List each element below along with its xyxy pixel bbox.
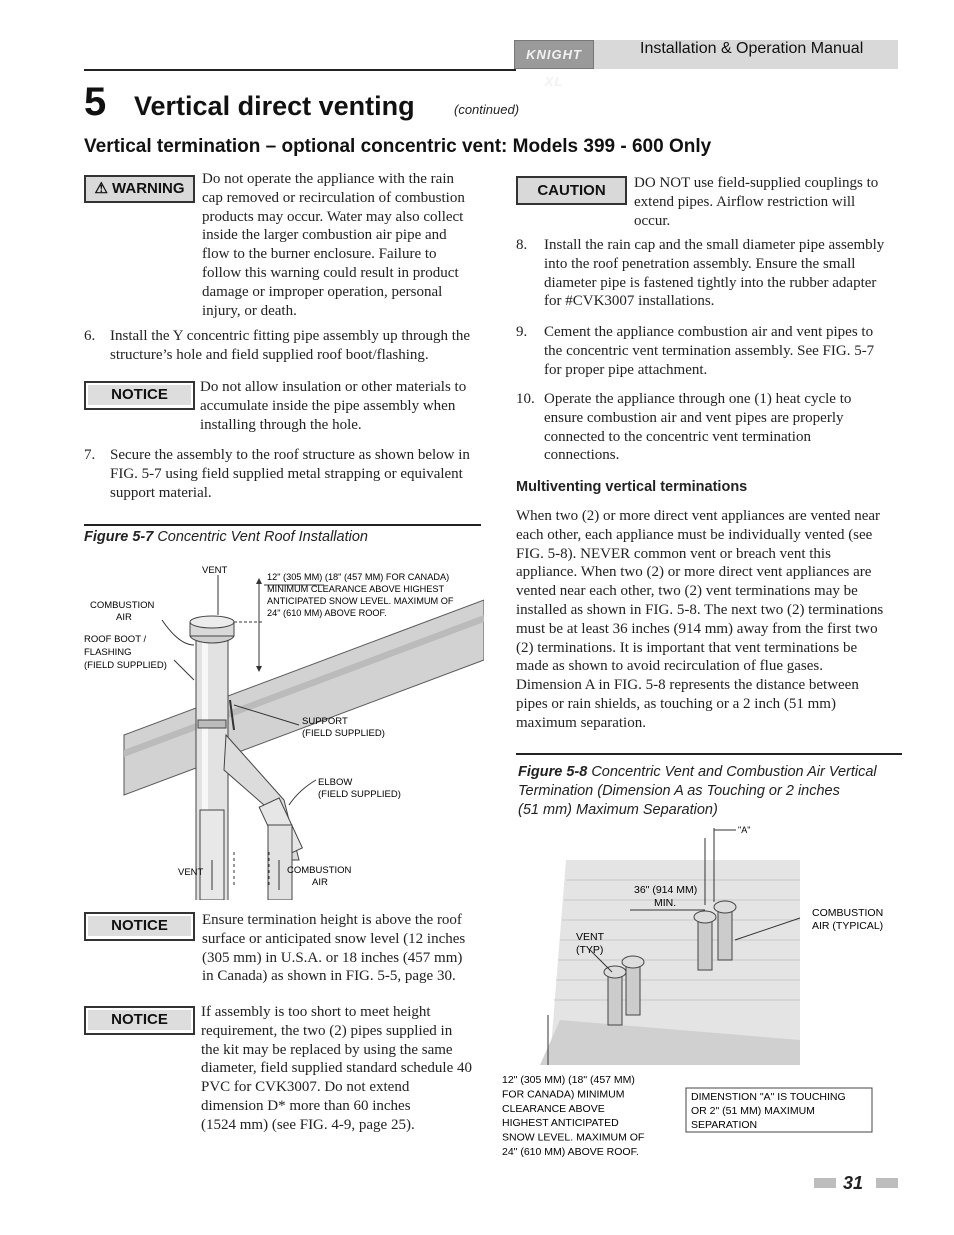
body-line: made as shown to avoid recirculation of flue gases. <box>516 658 823 675</box>
step-number: 10. <box>516 391 535 407</box>
callout-line: AIR <box>312 877 328 888</box>
callout-line: ROOF BOOT / <box>84 634 147 645</box>
warning-line: products may occur. Water may also collect <box>202 208 464 225</box>
figure-rule <box>516 753 902 755</box>
figure-5-8-diagram <box>500 820 902 1165</box>
body-line: When two (2) or more direct vent appliances are vented near <box>516 508 880 524</box>
callout-line: 36" (914 MM) <box>634 884 698 896</box>
caution-line: DO NOT use field-supplied couplings to <box>634 175 879 191</box>
callout-clearance <box>502 1074 647 1158</box>
manual-title: Installation & Operation Manual <box>640 40 864 57</box>
notice-line: surface or anticipated snow level (12 inches <box>202 930 466 947</box>
brand-logo <box>514 40 594 89</box>
callout-clearance <box>267 572 456 618</box>
body-line: appliance. When two (2) or more direct vent appliances are <box>516 564 872 581</box>
section-title: Vertical direct venting <box>134 91 415 121</box>
combustion-air-pipe <box>626 965 640 1015</box>
step-number: 6. <box>84 328 96 344</box>
callout-support <box>302 716 385 739</box>
callout-line: 12" (305 MM) (18" (457 MM) <box>502 1074 635 1086</box>
caption-text: Concentric Vent and Combustion Air Vertical <box>591 764 877 780</box>
step6-text <box>110 327 482 365</box>
notice-line: accumulate inside the pipe assembly when <box>200 397 456 414</box>
notice-line: PVC for CVK3007. Do not extend <box>201 1079 410 1096</box>
vent-pipe <box>698 920 712 970</box>
combustion-air-pipe <box>268 825 292 900</box>
callout-line: (FIELD SUPPLIED) <box>302 728 385 739</box>
warning-line: Do not operate the appliance with the rain <box>202 171 454 187</box>
callout-line: SEPARATION <box>691 1119 758 1131</box>
page-bar <box>876 1178 898 1188</box>
notice-badge <box>84 912 195 941</box>
step7-text <box>110 446 482 502</box>
notice-line: Do not allow insulation or other materials to <box>200 379 467 395</box>
rain-cap <box>714 901 736 913</box>
caution-line: extend pipes. Airflow restriction will <box>634 193 856 210</box>
callout-roof-boot <box>84 634 167 671</box>
notice-badge <box>84 381 195 410</box>
callout-line: AIR <box>116 612 132 623</box>
callout-line: 24" (610 MM) ABOVE ROOF. <box>267 608 387 618</box>
notice-line: (1524 mm) (see FIG. 4-9, page 25). <box>201 1116 415 1133</box>
warning-line: injury, or death. <box>202 302 297 319</box>
callout-line: OR 2" (51 MM) MAXIMUM <box>691 1105 815 1117</box>
callout-line: COMBUSTION <box>287 865 352 876</box>
step-line: FIG. 5-7 using field supplied metal strapping or equivalent <box>110 465 463 482</box>
caption-line <box>518 763 900 782</box>
figure-label: Figure 5-7 <box>84 529 154 545</box>
notice-line: requirement, the two (2) pipes supplied in <box>201 1022 453 1039</box>
warning-line: damage or improper operation, personal <box>202 283 443 300</box>
leader-line <box>289 780 316 805</box>
callout-vent <box>576 931 607 956</box>
notice-line: dimension D* more than 60 inches <box>201 1097 411 1114</box>
callout-line: HIGHEST ANTICIPATED <box>502 1117 619 1130</box>
step-line: structure’s hole and field supplied roof boot/flashing. <box>110 346 429 363</box>
multiventing-heading: Multiventing vertical terminations <box>516 479 748 495</box>
callout-line: MIN. <box>654 897 677 909</box>
callout-line: SNOW LEVEL. MAXIMUM OF <box>502 1131 645 1144</box>
page-bar <box>814 1178 836 1188</box>
roof-slab <box>124 600 484 795</box>
rain-cap <box>622 956 644 968</box>
rain-cap-rim <box>190 616 234 628</box>
body-line: each other, each appliance must be individually vented (see <box>516 526 873 543</box>
body-line: FIG. 5-8). NEVER common vent or breach vent this <box>516 545 831 562</box>
dimension-arrow <box>256 666 262 672</box>
caption-line: (51 mm) Maximum Separation) <box>518 802 718 818</box>
callout-line: COMBUSTION <box>90 600 155 611</box>
body-line: maximum separation. <box>516 714 646 731</box>
section-number: 5 <box>84 80 107 124</box>
figure-label: Figure 5-8 <box>518 764 588 780</box>
callout-vent-top: VENT <box>202 565 228 576</box>
body-line: must be at least 36 inches (914 mm) away from the first two <box>516 620 878 637</box>
warning-line: follow this warning could result in product <box>202 264 459 281</box>
step-line: the concentric vent termination assembly. See FIG. 5-7 <box>544 342 875 359</box>
body-line: pipes or rain shields, as touching or a 2 inch (51 mm) <box>516 695 836 712</box>
notice-badge <box>84 1006 195 1035</box>
leader-line <box>162 620 194 645</box>
callout-line: FOR CANADA) MINIMUM <box>502 1088 625 1101</box>
callout-line: AIR (TYPICAL) <box>812 920 884 932</box>
page-number: 31 <box>843 1173 864 1193</box>
body-line: vented near each other, two (2) vent terminations may be <box>516 583 858 600</box>
callout-line: ANTICIPATED SNOW LEVEL. MAXIMUM OF <box>267 596 454 606</box>
callout-vent-bottom: VENT <box>178 867 204 878</box>
figure-5-7-diagram <box>84 560 484 900</box>
combustion-air-pipe <box>718 910 732 960</box>
notice1-text <box>200 378 482 434</box>
notice2-text <box>202 911 481 986</box>
callout-combustion-air-bottom <box>287 865 354 888</box>
callout-a: "A" <box>738 825 751 835</box>
rain-cap <box>694 911 716 923</box>
step-line: ensure combustion air and vent pipes are properly <box>544 409 844 426</box>
step-line: Install the Y concentric fitting pipe assembly up through the <box>110 328 471 344</box>
notice-line: installing through the hole. <box>200 416 362 433</box>
continued-label: (continued) <box>454 102 520 117</box>
pipe-coupling <box>198 720 226 728</box>
notice-label: NOTICE <box>88 916 191 936</box>
step-number: 7. <box>84 447 96 463</box>
logo-text: KNIGHT XL <box>526 47 582 89</box>
warning-text <box>202 170 480 320</box>
body-line: (2) terminations. It is important that vent terminations be <box>516 639 858 656</box>
callout-line: FLASHING <box>84 647 132 658</box>
body-line: installed as shown in FIG. 5-8. The next two (2) terminations <box>516 601 884 618</box>
warning-line: inside the larger combustion air pipe and <box>202 227 447 244</box>
notice3-text <box>201 1003 480 1135</box>
notice-line: diameter, field supplied standard schedule 40 <box>201 1060 472 1077</box>
step-number: 9. <box>516 324 528 340</box>
callout-line: MINIMUM CLEARANCE ABOVE HIGHEST <box>267 584 444 594</box>
notice-line: (305 mm) in U.S.A. or 18 inches (457 mm) <box>202 949 463 966</box>
figure-rule <box>84 524 481 526</box>
step-line: Cement the appliance combustion air and vent pipes to <box>544 324 874 340</box>
step9-text <box>544 323 898 379</box>
step-line: connected to the concentric vent termination <box>544 428 811 445</box>
callout-line: 24" (610 MM) ABOVE ROOF. <box>502 1146 639 1158</box>
body-line: Dimension A in FIG. 5-8 represents the distance between <box>516 677 859 694</box>
notice-line: Ensure termination height is above the roof <box>202 912 462 928</box>
step-line: Operate the appliance through one (1) heat cycle to <box>544 391 852 407</box>
leader-line <box>174 660 194 680</box>
warning-badge: ⚠ WARNING <box>84 175 195 203</box>
figure-5-7-caption <box>84 528 368 547</box>
callout-line: VENT <box>576 931 604 943</box>
callout-line: COMBUSTION <box>812 907 884 919</box>
step-line: support material. <box>110 484 212 501</box>
callout-elbow <box>318 777 401 800</box>
callout-line: (FIELD SUPPLIED) <box>84 660 167 671</box>
notice-line: If assembly is too short to meet height <box>201 1004 431 1020</box>
callout-line: 12" (305 MM) (18" (457 MM) FOR CANADA) <box>267 572 450 582</box>
step-line: for proper pipe attachment. <box>544 361 708 378</box>
step10-text <box>544 390 898 465</box>
dimension-arrow <box>256 578 262 584</box>
warning-line: flow to the burner enclosure. Failure to <box>202 246 437 263</box>
step-line: diameter pipe is fastened tightly into the rubber adapter <box>544 274 877 291</box>
step-line: Install the rain cap and the small diameter pipe assembly <box>544 237 885 253</box>
multiventing-text <box>516 507 898 733</box>
page-heading: Vertical termination – optional concentric vent: Models 399 - 600 Only <box>84 136 712 157</box>
caution-text <box>634 174 898 230</box>
header-rule <box>84 69 516 71</box>
notice-line: in Canada) as shown in FIG. 5-5, page 30. <box>202 968 456 985</box>
step-line: into the roof penetration assembly. Ensure the small <box>544 255 856 272</box>
step-line: Secure the assembly to the roof structure as shown below in <box>110 447 470 463</box>
callout-combustion-air <box>812 907 886 932</box>
callout-line: CLEARANCE ABOVE <box>502 1102 605 1115</box>
caption-line: Termination (Dimension A as Touching or 2 inches <box>518 783 840 799</box>
callout-combustion-air <box>90 600 157 623</box>
callout-line: (FIELD SUPPLIED) <box>318 789 401 800</box>
notice-label: NOTICE <box>88 385 191 405</box>
step8-text <box>544 236 898 311</box>
callout-line: (TYP) <box>576 944 604 956</box>
step-line: for #CVK3007 installations. <box>544 293 715 310</box>
step-number: 8. <box>516 237 528 253</box>
figure-5-8-caption <box>518 763 900 820</box>
notice-line: the kit may be replaced by using the same <box>201 1041 453 1058</box>
callout-line: ELBOW <box>318 777 353 788</box>
warning-line: cap removed or recirculation of combustion <box>202 189 465 206</box>
callout-line: DIMENSTION "A" IS TOUCHING <box>691 1091 846 1103</box>
notice-label: NOTICE <box>88 1010 191 1030</box>
caution-badge: CAUTION <box>516 176 627 205</box>
callout-line: SUPPORT <box>302 716 348 727</box>
vent-pipe <box>608 975 622 1025</box>
figure-caption-text: Concentric Vent Roof Installation <box>157 529 368 545</box>
step-line: connections. <box>544 447 620 464</box>
caution-line: occur. <box>634 212 671 229</box>
